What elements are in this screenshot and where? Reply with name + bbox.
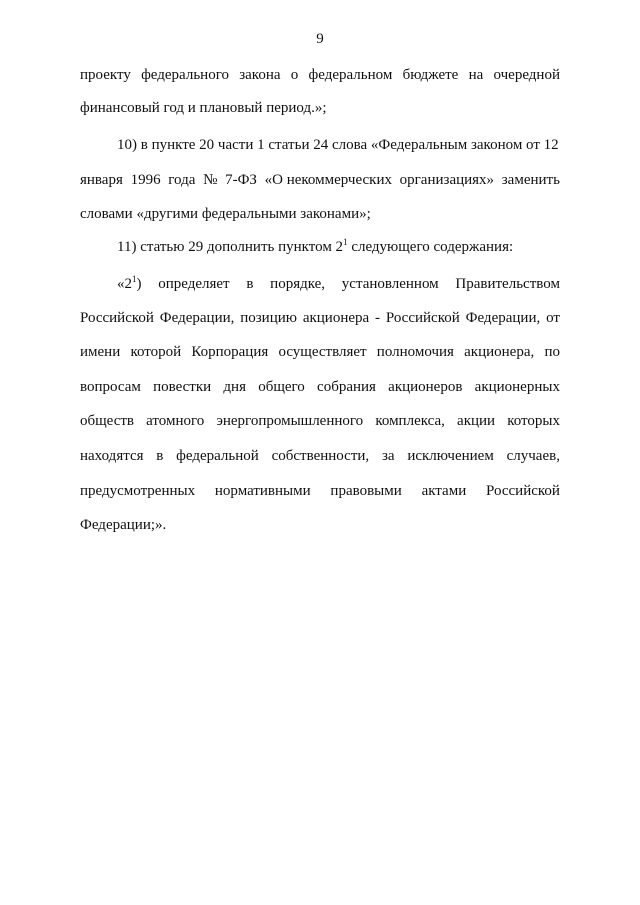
text-line-1: [80, 66, 560, 84]
text-line-6: [117, 238, 560, 256]
text-line-14: Федерации;».: [80, 517, 167, 533]
word: Российской: [80, 310, 154, 326]
word: января: [80, 172, 123, 188]
word: общего: [258, 379, 305, 395]
word: собрания: [317, 379, 376, 395]
text-line-8: [80, 309, 560, 327]
word: очередной: [493, 67, 560, 83]
word: осуществляет: [278, 344, 367, 360]
word: правовыми: [330, 483, 402, 499]
word: дня: [223, 379, 246, 395]
word: комплекса,: [375, 413, 445, 429]
word: собственности,: [271, 448, 370, 464]
word: Федерации,: [159, 310, 235, 326]
word: федеральном: [308, 67, 393, 83]
word: 7-ФЗ: [225, 172, 257, 188]
word: нормативными: [214, 483, 311, 499]
word: закона: [239, 67, 281, 83]
text-line-10: [80, 378, 560, 396]
word: организациях»: [399, 172, 495, 188]
word: которых: [507, 413, 560, 429]
text-line-13: [80, 482, 560, 500]
word: энергопромышленного: [216, 413, 364, 429]
word: от: [546, 310, 560, 326]
text-line-12: [80, 447, 560, 465]
word: предусмотренных: [80, 483, 196, 499]
word: акционерных: [474, 379, 560, 395]
word: позицию: [240, 310, 297, 326]
word: актами: [421, 483, 467, 499]
word: установленном: [341, 276, 439, 292]
word: Российской: [486, 483, 560, 499]
word: которой: [130, 344, 182, 360]
word: за: [381, 448, 395, 464]
word: порядке,: [270, 276, 326, 292]
word: атомного: [146, 413, 205, 429]
word: исключением: [407, 448, 494, 464]
word: заменить: [501, 172, 560, 188]
word: повестки: [153, 379, 212, 395]
word: федеральной: [176, 448, 259, 464]
word: акционера: [302, 310, 370, 326]
word: Правительством: [455, 276, 560, 292]
word: имени: [80, 344, 121, 360]
word: случаев,: [506, 448, 560, 464]
word: акционера,: [464, 344, 535, 360]
text-line-11: [80, 412, 560, 430]
page-number: 9: [316, 31, 324, 47]
word: по: [544, 344, 560, 360]
text-line-2: финансовый год и плановый период.»;: [80, 100, 327, 116]
text-fragment: ): [136, 276, 142, 292]
word: -: [375, 310, 380, 326]
text-fragment: «2: [117, 276, 132, 292]
word: в: [246, 276, 254, 292]
text-fragment: следующего содержания:: [347, 239, 514, 255]
word: определяет: [158, 276, 230, 292]
word: года: [168, 172, 196, 188]
word: бюджете: [402, 67, 459, 83]
word: находятся: [80, 448, 144, 464]
superscript: 1: [132, 274, 137, 284]
word: акции: [457, 413, 496, 429]
word: на: [468, 67, 484, 83]
text-line-4: [80, 171, 560, 189]
superscript: 1: [343, 237, 348, 247]
word: 1996: [130, 172, 161, 188]
word: федерального: [141, 67, 229, 83]
word: вопросам: [80, 379, 141, 395]
word: [117, 275, 142, 293]
word: Российской: [385, 310, 460, 326]
word: проекту: [80, 67, 131, 83]
text-line-7: [117, 275, 560, 293]
word: полномочия: [376, 344, 454, 360]
word: в: [156, 448, 164, 464]
word: акционеров: [388, 379, 463, 395]
text-line-3: 10) в пункте 20 части 1 статьи 24 слова «Федеральным законом от 12: [117, 137, 559, 153]
word: №: [203, 172, 218, 188]
text-line-9: [80, 343, 560, 361]
word: «О некоммерческих: [264, 172, 392, 188]
word: Федерации,: [465, 310, 541, 326]
word: обществ: [80, 413, 135, 429]
text-line-5: словами «другими федеральными законами»;: [80, 206, 371, 222]
word: о: [290, 67, 299, 83]
text-fragment: 11) статью 29 дополнить пунктом 2: [117, 239, 344, 255]
word: Корпорация: [191, 344, 269, 360]
